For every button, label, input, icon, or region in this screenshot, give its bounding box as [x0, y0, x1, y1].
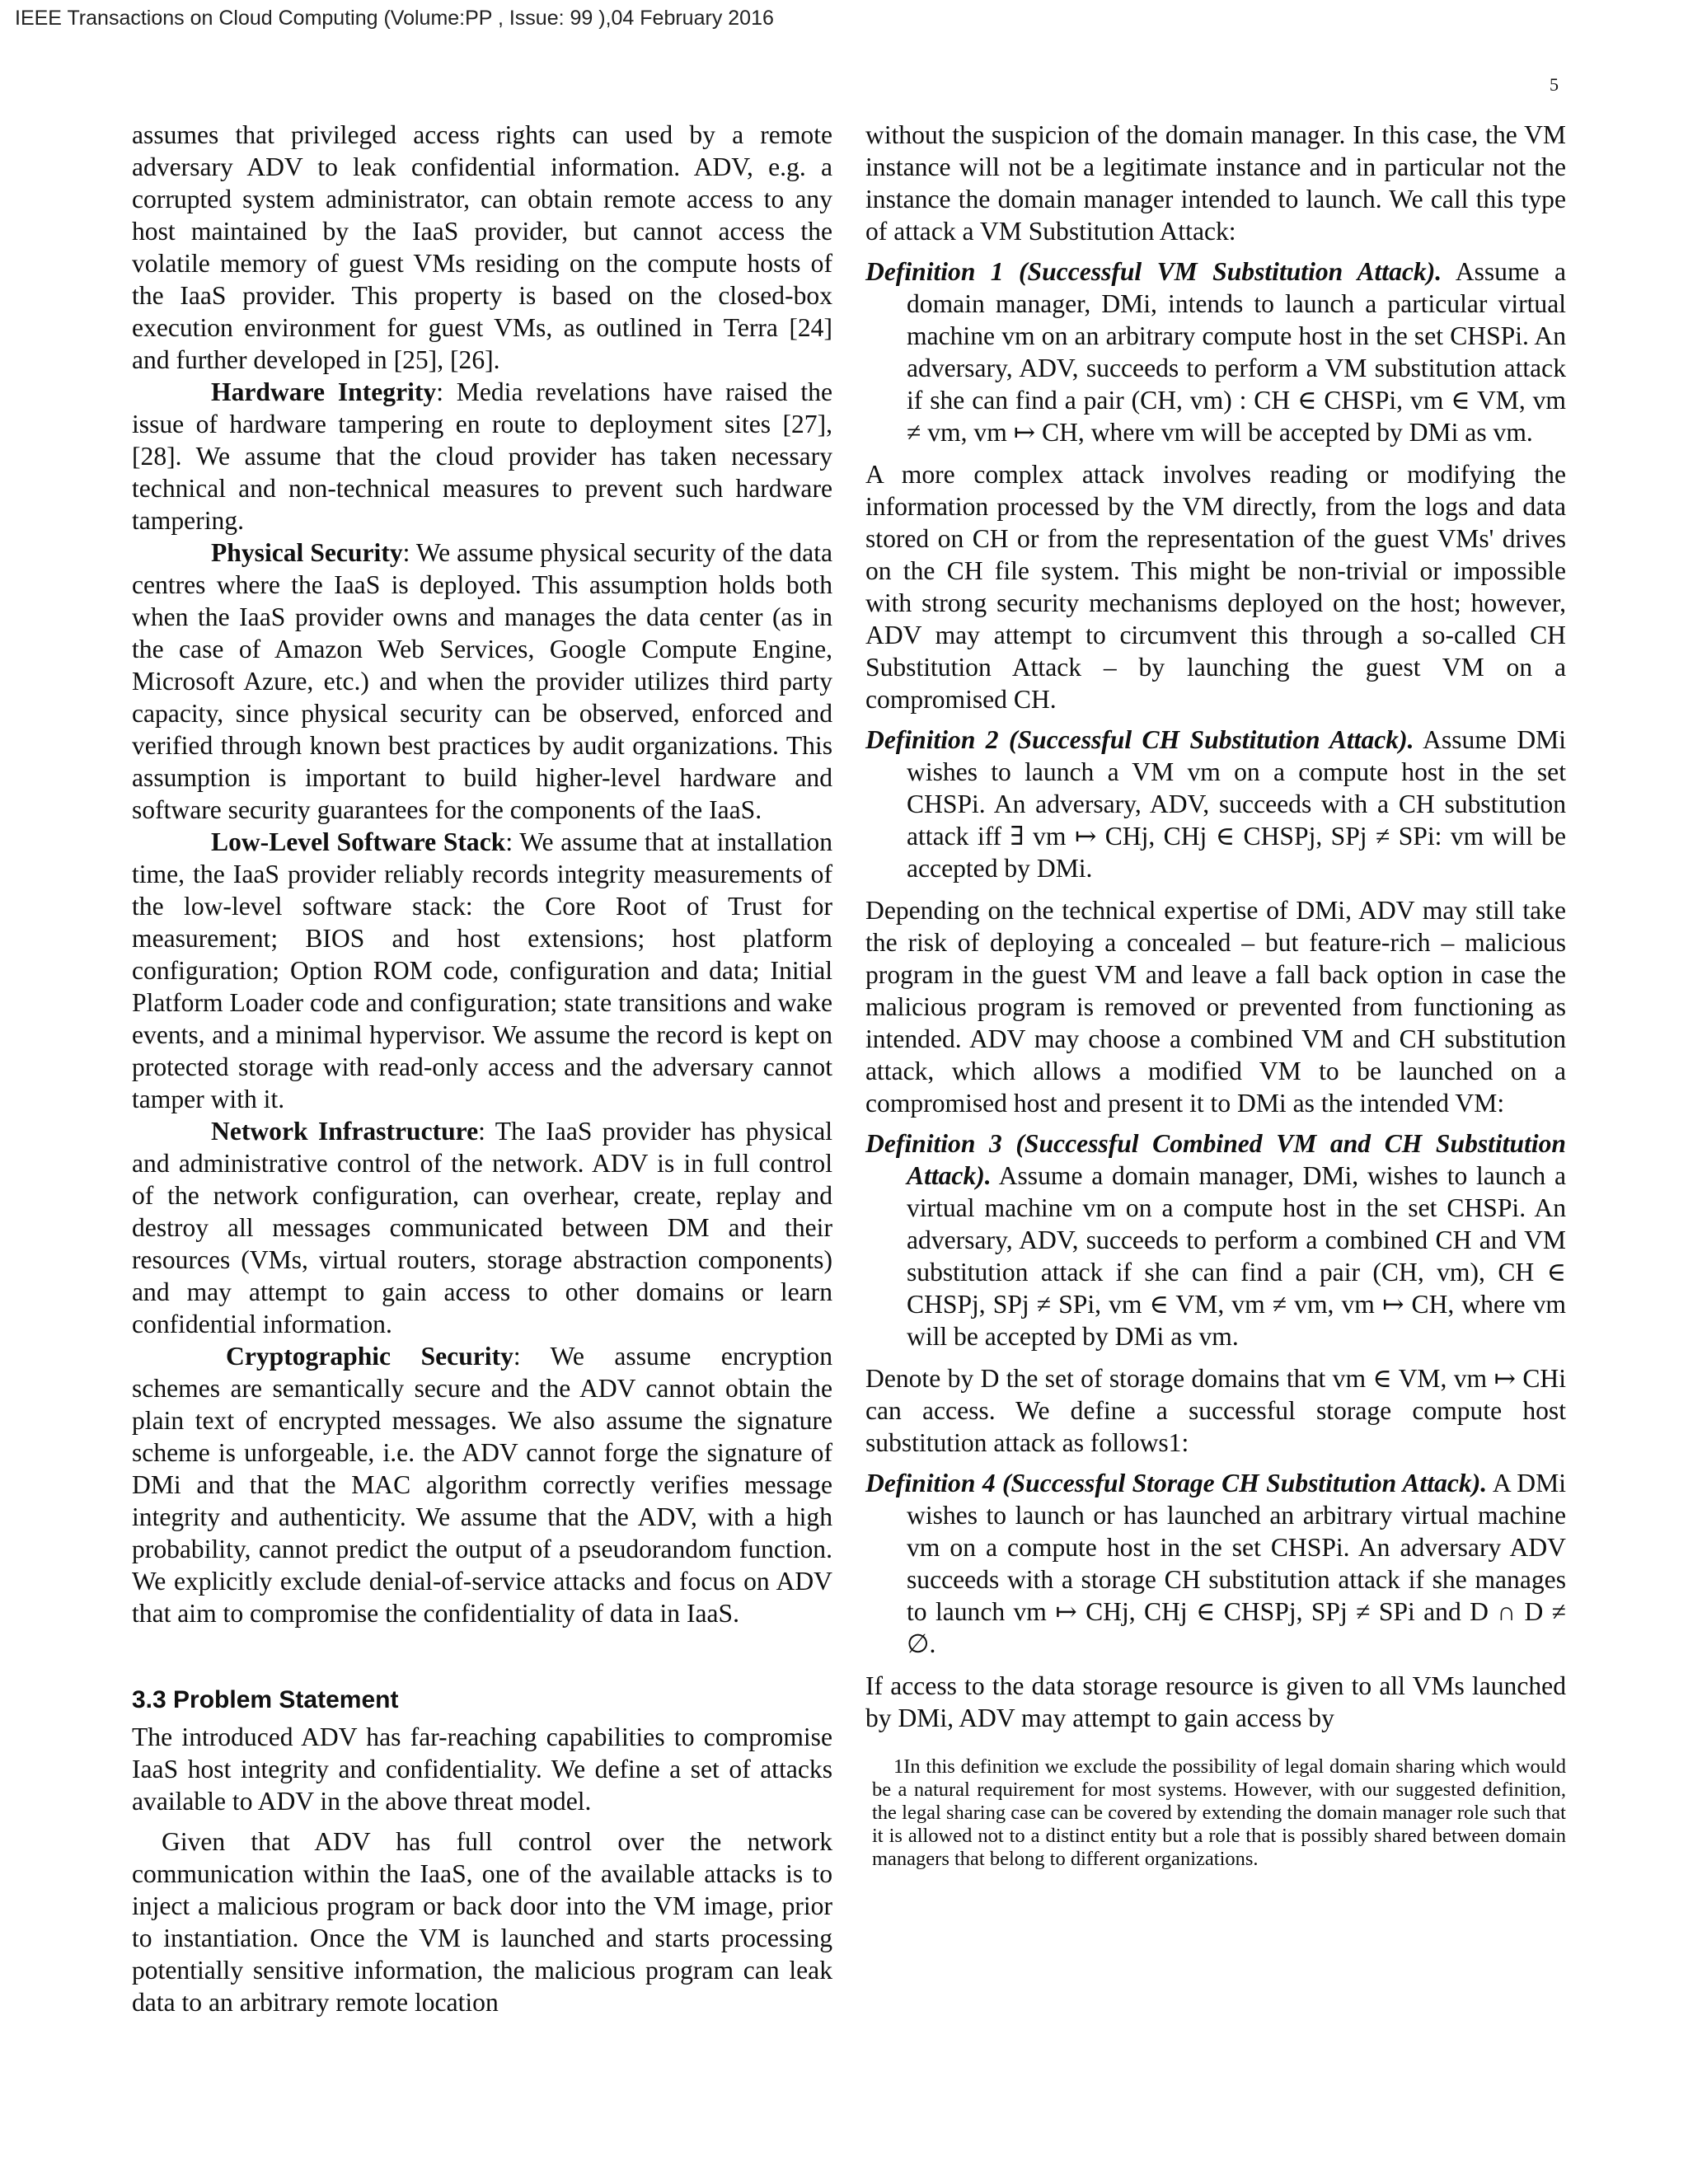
low-level-software-text: : We assume that at installation time, the IaaS provider reliably records integrity measurements of the low-level software stack: the Core Root of Trust for measurement; BIOS and host extensions; host platform configuration; Option ROM code, configuration and data; Initial Platform Loader code and configuration; state transitions and wake events, and a minimal hypervisor. We assume the record is kept on protected storage with read-only access and the adversary cannot tamper with it.	[132, 827, 832, 1113]
hardware-integrity-title: Hardware Integrity	[211, 377, 437, 406]
definition-3	[865, 1127, 1566, 1352]
paragraph-combined-attack-intro: Depending on the technical expertise of DMi, ADV may still take the risk of deploying a concealed – but feature-rich – malicious program in the guest VM and leave a fall back option in case the malicious program is removed or prevented from functioning as intended. ADV may choose a combined VM and CH substitution attack, which allows a modified VM to be launched on a compromised host and present it to DMi as the intended VM:	[865, 896, 1566, 1118]
paragraph-cryptographic-security	[132, 1340, 832, 1629]
paragraph-low-level-software	[132, 826, 832, 1115]
definition-4-title: Definition 4 (Successful Storage CH Substitution Attack).	[865, 1469, 1488, 1497]
network-infrastructure-title: Network Infrastructure	[211, 1117, 479, 1146]
page-number: 5	[1550, 74, 1559, 95]
definition-2-title: Definition 2 (Successful CH Substitution Attack).	[865, 725, 1414, 754]
definition-4	[865, 1467, 1566, 1660]
paragraph-network-infrastructure	[132, 1115, 832, 1340]
definition-3-text: Assume a domain manager, DMi, wishes to launch a virtual machine vm on a compute host in the set CHSPi. An adversary, ADV, succeeds to perform a combined CH and VM substitution attack if she can find a pair (CH, vm), CH ∈ CHSPj, SPj ≠ SPi, vm ∈ VM, vm ≠ vm, vm ↦ CH, where vm will be accepted by DMi as vm.	[907, 1161, 1566, 1351]
footnote: 1In this definition we exclude the possibility of legal domain sharing which would be a natural requirement for most systems. However, with our suggested definition, the legal sharing case can be covered by extending the domain manager role such that it is allowed not to a distinct entity but a role that is possibly shared between domain managers that belong to different organizations.	[872, 1755, 1566, 1870]
journal-header: IEEE Transactions on Cloud Computing (Volume:PP , Issue: 99 ),04 February 2016	[15, 7, 774, 30]
cryptographic-security-title: Cryptographic Security	[226, 1342, 513, 1371]
paragraph-physical-security	[132, 537, 832, 826]
paragraph-storage-attack-intro: Denote by D the set of storage domains that vm ∈ VM, vm ↦ CHi can access. We define a successful storage compute host substitution attack as follows1:	[865, 1364, 1566, 1457]
paragraph-vm-substitution-intro: without the suspicion of the domain manager. In this case, the VM instance will not be a legitimate instance and in particular not the instance the domain manager intended to launch. We call this type of attack a VM Substitution Attack:	[865, 120, 1566, 246]
physical-security-text: : We assume physical security of the data centres where the IaaS is deployed. This assumption holds both when the IaaS provider owns and manages the data center (as in the case of Amazon Web Services, Google Compute Engine, Microsoft Azure, etc.) and when the provider utilizes third party capacity, since physical security can be observed, enforced and verified through known best practices by audit organizations. This assumption is important to build higher-level hardware and software security guarantees for the components of the IaaS.	[132, 538, 833, 824]
physical-security-title: Physical Security	[211, 538, 403, 567]
section-heading: 3.3 Problem Statement	[132, 1686, 399, 1713]
paragraph-hardware-integrity	[132, 376, 832, 537]
paragraph-problem-statement-2: Given that ADV has full control over the network communication within the IaaS, one of the available attacks is to inject a malicious program or back door into the VM image, prior to instantiation. Once the VM is launched and starts processing potentially sensitive information, the malicious program can leak data to an arbitrary remote location	[132, 1827, 832, 2017]
definition-3-title: Definition 3 (Successful Combined VM and CH Substitution Attack).	[865, 1129, 1566, 1190]
paragraph-problem-statement-1: The introduced ADV has far-reaching capabilities to compromise IaaS host integrity and confidentiality. We define a set of attacks available to ADV in the above threat model.	[132, 1722, 832, 1816]
right-column	[865, 119, 1566, 1871]
definition-1-text: Assume a domain manager, DMi, intends to launch a particular virtual machine vm on an arbitrary compute host in the set CHSPi. An adversary, ADV, succeeds to perform a VM substitution attack if she can find a pair (CH, vm) : CH ∈ CHSPi, vm ∈ VM, vm ≠ vm, vm ↦ CH, where vm will be accepted by DMi as vm.	[907, 257, 1566, 447]
definition-1-title: Definition 1 (Successful VM Substitution Attack).	[865, 257, 1442, 286]
paragraph-ch-substitution-intro: A more complex attack involves reading or modifying the information processed by the VM directly, from the logs and data stored on CH or from the representation of the guest VMs' drives on the CH file system. This might be non-trivial or impossible with strong security mechanisms deployed on the host; however, ADV may attempt to circumvent this through a so-called CH Substitution Attack – by launching the guest VM on a compromised CH.	[865, 460, 1566, 714]
definition-2-text: Assume DMi wishes to launch a VM vm on a compute host in the set CHSPi. An adversary, ADV, succeeds with a CH substitution attack iff ∃ vm ↦ CHj, CHj ∈ CHSPj, SPj ≠ SPi: vm will be accepted by DMi.	[907, 725, 1567, 883]
left-column	[132, 119, 832, 2018]
low-level-software-title: Low-Level Software Stack	[211, 827, 506, 856]
hardware-integrity-text: : Media revelations have raised the issue of hardware tampering en route to deployment sites [27], [28]. We assume that the cloud provider has taken necessary technical and non-technical measures to prevent such hardware tampering.	[132, 377, 832, 535]
paragraph-storage-access: If access to the data storage resource is given to all VMs launched by DMi, ADV may attempt to gain access by	[865, 1671, 1566, 1732]
definition-4-text: A DMi wishes to launch or has launched an arbitrary virtual machine vm on a compute host in the set CHSPi. An adversary ADV succeeds with a storage CH substitution attack if she manages to launch vm ↦ CHj, CHj ∈ CHSPj, SPj ≠ SPi and D ∩ D ≠ ∅.	[907, 1469, 1566, 1658]
definition-1	[865, 255, 1566, 448]
cryptographic-security-text: : We assume encryption schemes are semantically secure and the ADV cannot obtain the plain text of encrypted messages. We also assume the signature scheme is unforgeable, i.e. the ADV cannot forge the signature of DMi and that the MAC algorithm correctly verifies message integrity and authenticity. We assume that the ADV, with a high probability, cannot predict the output of a pseudorandom function. We explicitly exclude denial-of-service attacks and focus on ADV that aim to compromise the confidentiality of data in IaaS.	[132, 1342, 832, 1628]
paragraph-adversary-intro: assumes that privileged access rights can used by a remote adversary ADV to leak confidential information. ADV, e.g. a corrupted system administrator, can obtain remote access to any host maintained by the IaaS provider, but cannot access the volatile memory of guest VMs residing on the compute hosts of the IaaS provider. This property is based on the closed-box execution environment for guest VMs, as outlined in Terra [24] and further developed in [25], [26].	[132, 120, 832, 374]
definition-2	[865, 724, 1566, 884]
network-infrastructure-text: : The IaaS provider has physical and administrative control of the network. ADV is in full control of the network configuration, can overhear, create, replay and destroy all messages communicated between DM and their resources (VMs, virtual routers, storage abstraction components) and may attempt to gain access to other domains or learn confidential information.	[132, 1117, 833, 1338]
